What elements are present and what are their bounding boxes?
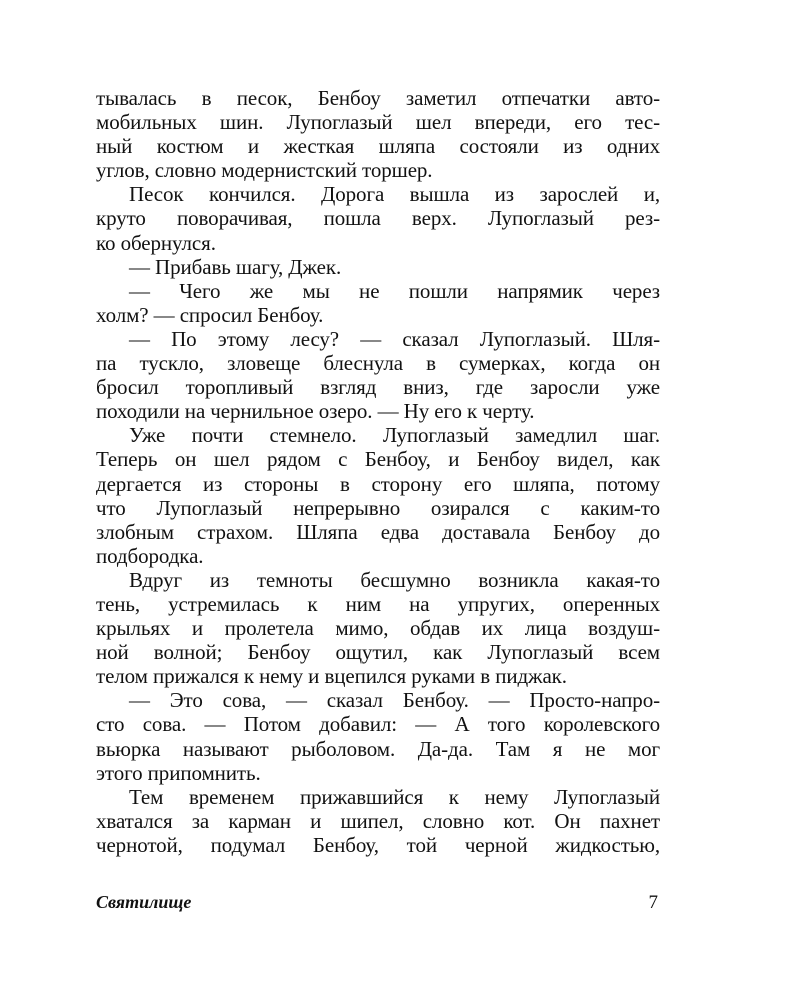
text-line: ко обернулся. (96, 230, 216, 255)
body-text (96, 86, 660, 857)
page-footer (96, 892, 660, 918)
text-line: чернотой, подумал Бенбоу, той черной жидкостью, (96, 832, 660, 857)
text-line: — Чего же мы не пошли напрямик через (129, 278, 660, 303)
text-line: что Лупоглазый непрерывно озирался с каким-то (96, 495, 660, 520)
text-line: походили на чернильное озеро. — Ну его к черту. (96, 399, 535, 424)
running-title: Святилище (96, 892, 192, 912)
text-line: мобильных шин. Лупоглазый шел впереди, его тес- (96, 110, 660, 135)
text-line: вьюрка называют рыболовом. Да-да. Там я не мог (96, 736, 660, 761)
text-line: Теперь он шел рядом с Бенбоу, и Бенбоу видел, как (96, 447, 660, 472)
text-line: подбородка. (96, 543, 204, 568)
text-line: круто поворачивая, пошла верх. Лупоглазый рез- (96, 206, 660, 231)
text-line: ной волной; Бенбоу ощутил, как Лупоглазый всем (96, 640, 660, 665)
text-line: тень, устремилась к ним на упругих, оперенных (96, 591, 660, 616)
text-line: — Это сова, — сказал Бенбоу. — Просто-напро- (129, 688, 660, 713)
text-line: холм? — спросил Бенбоу. (96, 302, 324, 327)
text-line: злобным страхом. Шляпа едва доставала Бенбоу до (96, 519, 660, 544)
text-line: Вдруг из темноты бесшумно возникла какая-то (129, 567, 660, 592)
text-line: этого припомнить. (96, 760, 261, 785)
text-line: — По этому лесу? — сказал Лупоглазый. Шля- (129, 326, 660, 351)
text-line: Тем временем прижавшийся к нему Лупоглазый (129, 784, 660, 809)
text-line: крыльях и пролетела мимо, обдав их лица воздуш- (96, 616, 660, 641)
text-line: Песок кончился. Дорога вышла из зарослей и, (129, 182, 660, 207)
text-line: — Прибавь шагу, Джек. (129, 254, 342, 279)
text-line: хватался за карман и шипел, словно кот. Он пахнет (96, 808, 660, 833)
text-line: дергается из стороны в сторону его шляпа, потому (96, 471, 660, 496)
text-line: сто сова. — Потом добавил: — А того королевского (96, 712, 660, 737)
text-line: ный костюм и жесткая шляпа состояли из одних (96, 134, 660, 159)
text-line: Уже почти стемнело. Лупоглазый замедлил шаг. (129, 423, 660, 448)
text-line: бросил торопливый взгляд вниз, где заросли уже (96, 375, 660, 400)
text-line: па тускло, зловеще блеснула в сумерках, когда он (96, 351, 660, 376)
page-number: 7 (648, 892, 658, 913)
text-line: тывалась в песок, Бенбоу заметил отпечатки авто- (96, 86, 660, 110)
text-line: углов, словно модернистский торшер. (96, 158, 433, 183)
text-line: телом прижался к нему и вцепился руками в пиджак. (96, 664, 567, 689)
